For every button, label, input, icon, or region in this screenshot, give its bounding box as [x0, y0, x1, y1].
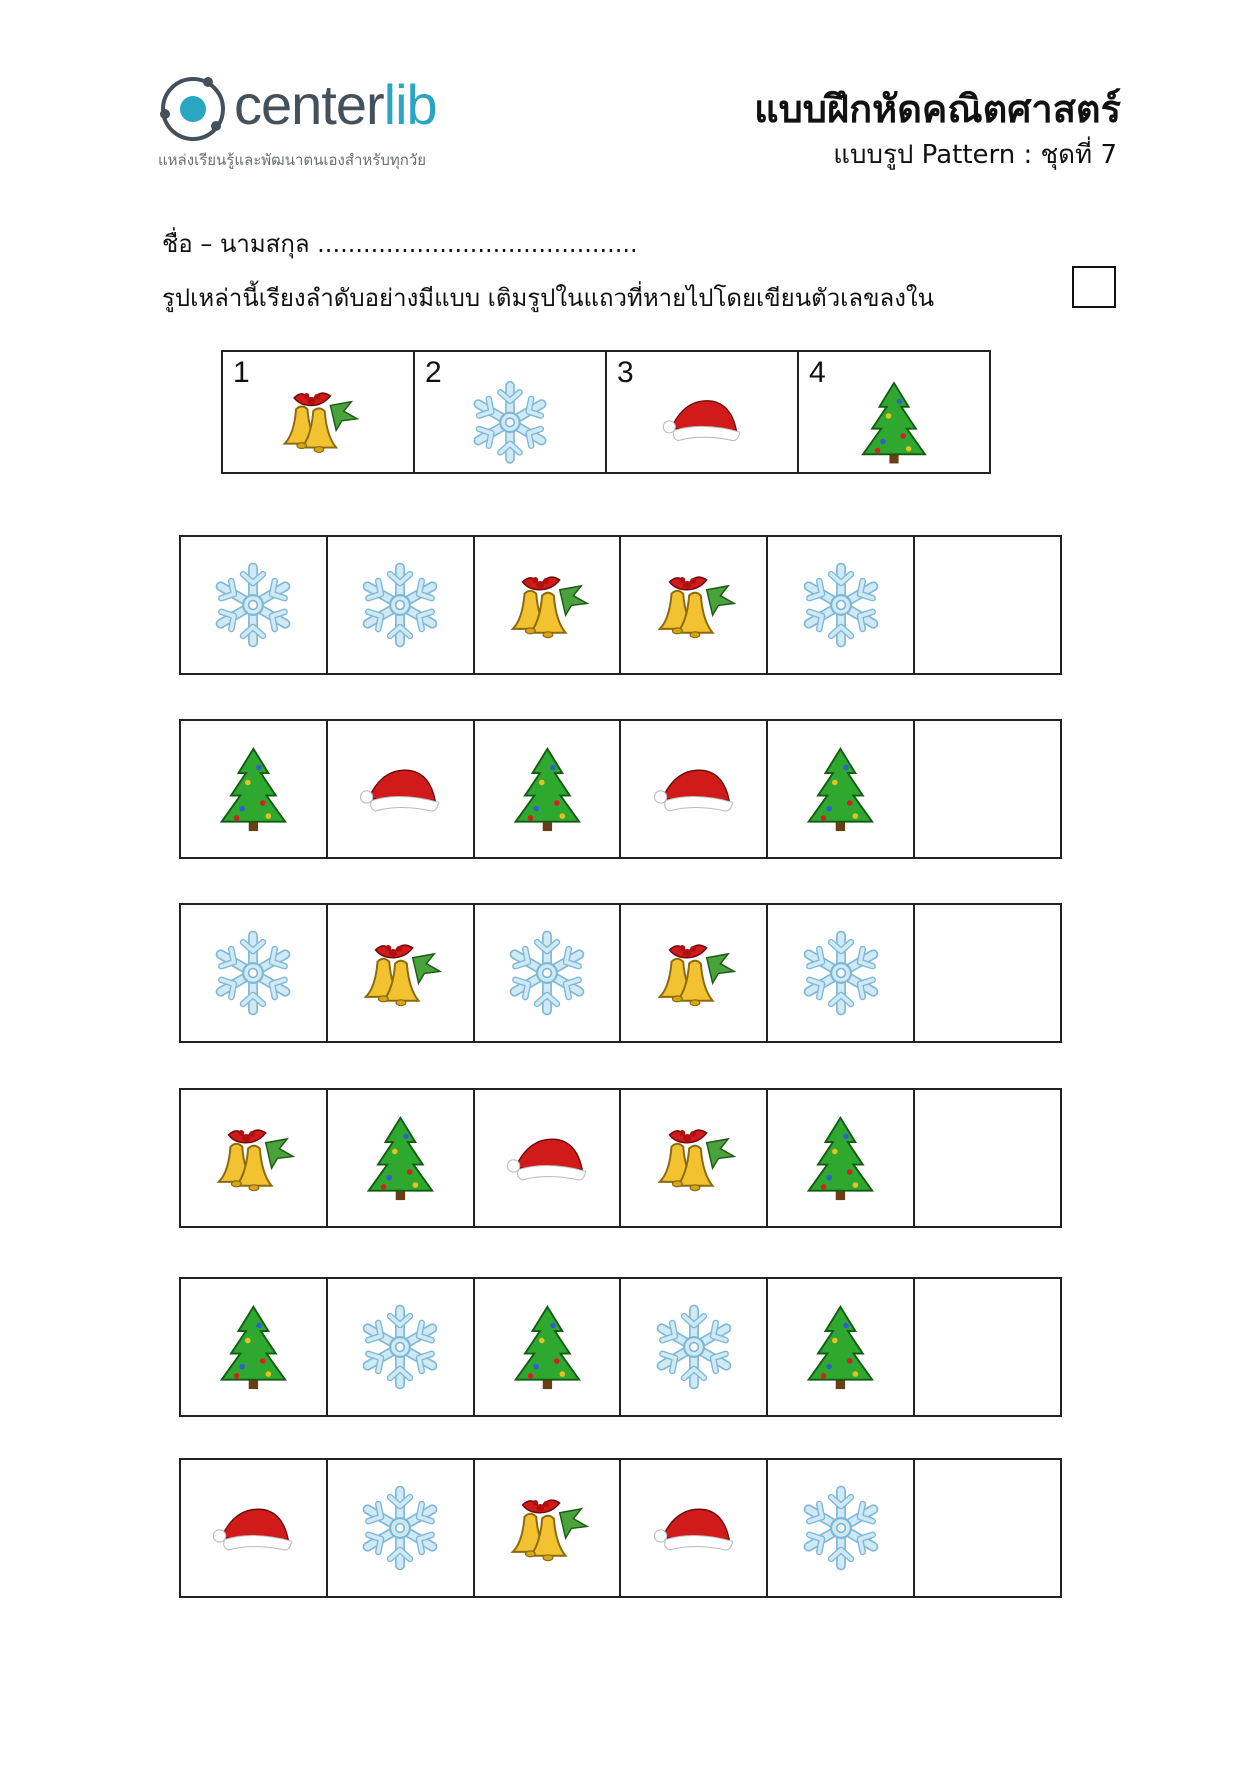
- snowflake-icon: [467, 379, 553, 465]
- answer-cell[interactable]: [915, 721, 1060, 857]
- pattern-cell: [768, 537, 915, 673]
- pattern-cell: [328, 1279, 475, 1415]
- snowflake-icon: [797, 1484, 885, 1572]
- name-field[interactable]: ชื่อ – นามสกุล ..........................................: [162, 230, 638, 258]
- pattern-row: [179, 1088, 1062, 1228]
- pattern-cell: [621, 905, 768, 1041]
- pattern-cell: [181, 1460, 328, 1596]
- legend-key: [221, 350, 991, 474]
- pattern-cell: [621, 1279, 768, 1415]
- pattern-row: [179, 903, 1062, 1043]
- pattern-cell: [475, 721, 622, 857]
- snowflake-icon: [650, 1303, 738, 1391]
- pattern-cell: [475, 1090, 622, 1226]
- answer-cell[interactable]: [915, 1460, 1060, 1596]
- legend-cell: [223, 352, 415, 472]
- pattern-cell: [181, 721, 328, 857]
- pattern-cell: [328, 721, 475, 857]
- christmas-tree-icon: [803, 1303, 878, 1391]
- christmas-tree-icon: [803, 745, 878, 833]
- legend-number: 1: [233, 356, 250, 389]
- pattern-cell: [621, 1090, 768, 1226]
- snowflake-icon: [209, 929, 297, 1017]
- snowflake-icon: [503, 929, 591, 1017]
- pattern-row: [179, 719, 1062, 859]
- page-subtitle: แบบรูป Pattern : ชุดที่ 7: [833, 140, 1117, 170]
- christmas-tree-icon: [803, 1114, 878, 1202]
- pattern-cell: [475, 905, 622, 1041]
- pattern-cell: [621, 721, 768, 857]
- legend-number: 3: [617, 356, 634, 389]
- logo-mark-icon: [156, 72, 230, 146]
- pattern-cell: [768, 721, 915, 857]
- pattern-cell: [328, 905, 475, 1041]
- page-title: แบบฝึกหัดคณิตศาสตร์: [754, 87, 1121, 131]
- pattern-cell: [768, 1460, 915, 1596]
- bell-icon: [209, 1121, 297, 1196]
- bell-icon: [650, 1121, 738, 1196]
- legend-number: 2: [425, 356, 442, 389]
- pattern-cell: [475, 537, 622, 673]
- santa-hat-icon: [356, 760, 444, 817]
- pattern-cell: [328, 1090, 475, 1226]
- answer-cell[interactable]: [915, 537, 1060, 673]
- pattern-row: [179, 535, 1062, 675]
- snowflake-icon: [356, 1303, 444, 1391]
- pattern-cell: [181, 1279, 328, 1415]
- instruction-text: รูปเหล่านี้เรียงลำดับอย่างมีแบบ เติมรูปในแถวที่หายไปโดยเขียนตัวเลขลงใน: [162, 284, 935, 312]
- bell-icon: [503, 1491, 591, 1566]
- legend-number: 4: [809, 356, 826, 389]
- snowflake-icon: [356, 1484, 444, 1572]
- legend-cell: [607, 352, 799, 472]
- bell-icon: [275, 384, 361, 457]
- pattern-row: [179, 1277, 1062, 1417]
- snowflake-icon: [356, 561, 444, 649]
- christmas-tree-icon: [857, 379, 930, 465]
- pattern-cell: [768, 1279, 915, 1415]
- santa-hat-icon: [659, 391, 745, 447]
- bell-icon: [503, 568, 591, 643]
- santa-hat-icon: [209, 1499, 297, 1556]
- pattern-cell: [768, 1090, 915, 1226]
- pattern-cell: [475, 1460, 622, 1596]
- centerlib-logo: [156, 68, 516, 178]
- bell-icon: [650, 568, 738, 643]
- snowflake-icon: [797, 561, 885, 649]
- pattern-cell: [328, 1460, 475, 1596]
- christmas-tree-icon: [216, 745, 291, 833]
- bell-icon: [650, 936, 738, 1011]
- christmas-tree-icon: [510, 1303, 585, 1391]
- pattern-cell: [768, 905, 915, 1041]
- pattern-row: [179, 1458, 1062, 1598]
- legend-cell: [799, 352, 989, 472]
- logo-wordmark: centerlib: [234, 73, 437, 136]
- snowflake-icon: [209, 561, 297, 649]
- pattern-cell: [621, 1460, 768, 1596]
- snowflake-icon: [797, 929, 885, 1017]
- answer-cell[interactable]: [915, 905, 1060, 1041]
- logo-tagline: แหล่งเรียนรู้และพัฒนาตนเองสำหรับทุกวัย: [158, 151, 427, 169]
- pattern-cell: [328, 537, 475, 673]
- christmas-tree-icon: [363, 1114, 438, 1202]
- bell-icon: [356, 936, 444, 1011]
- answer-cell[interactable]: [915, 1279, 1060, 1415]
- pattern-cell: [181, 1090, 328, 1226]
- santa-hat-icon: [650, 760, 738, 817]
- legend-cell: [415, 352, 607, 472]
- pattern-cell: [181, 537, 328, 673]
- santa-hat-icon: [650, 1499, 738, 1556]
- pattern-cell: [181, 905, 328, 1041]
- answer-cell[interactable]: [915, 1090, 1060, 1226]
- santa-hat-icon: [503, 1129, 591, 1186]
- pattern-cell: [475, 1279, 622, 1415]
- answer-box-example: [1072, 266, 1116, 308]
- christmas-tree-icon: [510, 745, 585, 833]
- pattern-cell: [621, 537, 768, 673]
- christmas-tree-icon: [216, 1303, 291, 1391]
